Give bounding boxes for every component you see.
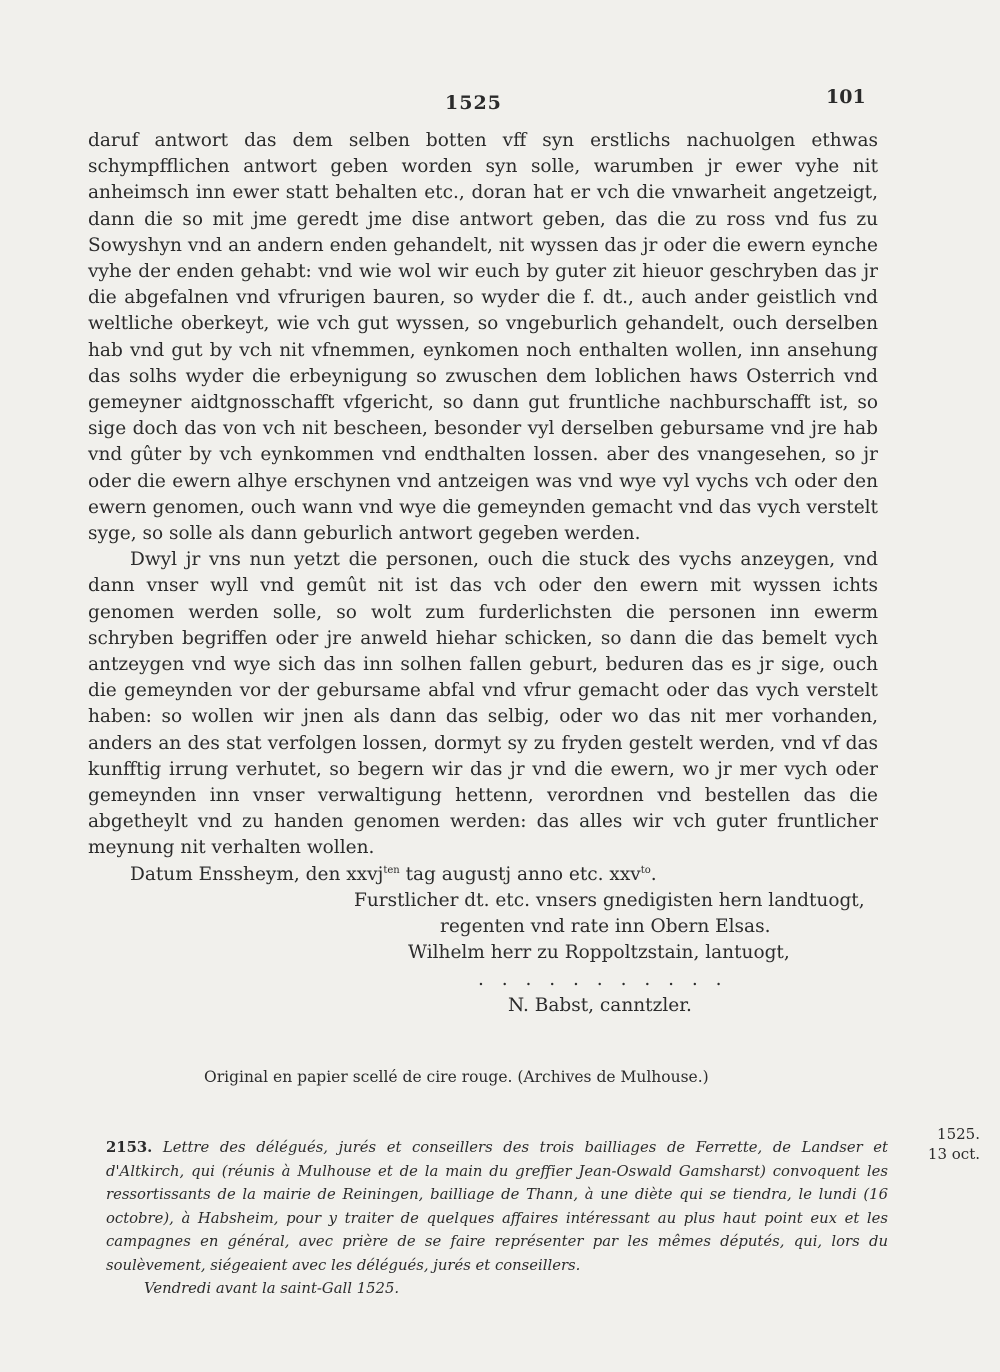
- page-number: 101: [826, 86, 866, 108]
- margin-year: 1525.: [937, 1125, 980, 1143]
- signature-line-2: regenten vnd rate inn Obern Elsas.: [440, 916, 771, 938]
- entry-summary: [106, 1136, 888, 1277]
- entry-number: 2153.: [106, 1139, 153, 1156]
- dating-text: Datum Enssheym, den xxvj: [130, 863, 384, 885]
- entry-text: Lettre des délégués, jurés et conseillers des trois bailliages de Ferrette, de Landser et d'Altkirch, qui (réunis à Mulhouse et de la main du greffier Jean-Oswald Gamsharst) convoquent les ressortissants de la mairie de Reiningen, bailliage de Thann, à une diète qui se tiendra, le lundi (16 octobre), à Habsheim, pour y traiter de quelques affaires intéressant au plus haut point eux et les campagnes en général, avec prière de se faire représenter par les mêmes députés, qui, lors du soulèvement, siégeaient avec les délégués, jurés et conseillers.: [106, 1139, 888, 1274]
- margin-date: 13 oct.: [927, 1145, 980, 1163]
- dating-superscript-1: ten: [383, 864, 400, 876]
- entry-date-line: Vendredi avant la saint-Gall 1525.: [144, 1280, 400, 1297]
- signature-line-3: Wilhelm herr zu Roppoltzstain, lantuogt,: [408, 942, 790, 964]
- signature-dots: . . . . . . . . . . .: [478, 968, 728, 990]
- margin-note: [910, 1124, 980, 1164]
- signature-line-1: Furstlicher dt. etc. vnsers gnedigisten hern landtuogt,: [354, 889, 865, 911]
- letter-body: [88, 128, 878, 1019]
- dating-middle: tag augustj anno etc. xxv: [399, 863, 641, 885]
- paragraph-1: daruf antwort das dem selben botten vff syn erstlichs nachuolgen ethwas schympfflichen antwort geben worden syn solle, warumben jr ewer vyhe nit anheimsch inn ewer statt behalten etc., doran hat er vch die vnwarheit angetzeigt, dann die so mit jme geredt jme dise antwort geben, das die zu ross vnd fus zu Sowyshyn vnd an andern enden gehandelt, nit wyssen das jr oder die ewern eynche vyhe der enden gehabt: vnd wie wol wir euch by guter zit hieuor geschryben das jr die abgefalnen vnd vfrurigen bauren, so wyder die f. dt., auch ander geistlich vnd weltliche oberkeyt, wie vch gut wyssen, so vngeburlich gehandelt, ouch derselben hab vnd gut by vch nit vfnemmen, eynkomen noch enthalten wollen, inn ansehung das solhs wyder die erbeynigung so zwuschen dem loblichen haws Osterrich vnd gemeyner aidtgnosschafft vfgericht, so dann gut fruntliche nachburschafft ist, so sige doch das von vch nit bescheen, besonder vyl derselben gebursame vnd jre hab vnd gûter by vch eynkommen vnd endthalten lossen. aber des vnangesehen, so jr oder die ewern alhye erschynen vnd antzeigen was vnd wye vyl vychs vch oder den ewern genomen, ouch wann vnd wye die gemeynden gemacht vnd das vych verstelt syge, so solle als dann geburlich antwort gegeben werden.: [88, 130, 878, 545]
- dating-superscript-2: to: [640, 864, 651, 876]
- dating-line: [88, 862, 878, 888]
- running-head: 1525: [445, 92, 502, 114]
- dating-end: .: [650, 863, 657, 885]
- signature-line-4: N. Babst, canntzler.: [508, 994, 692, 1016]
- paragraph-2: Dwyl jr vns nun yetzt die personen, ouch die stuck des vychs anzeygen, vnd dann vnser wyll vnd gemût nit ist das vch oder den ewern mit wyssen ichts genomen werden solle, so wolt zum furderlichsten die personen inn ewerm schryben begriffen oder jre anweld hiehar schicken, so dann die das bemelt vych antzeygen vnd wye sich das inn solhen fallen geburt, beduren das es jr sige, ouch die gemeynden vor der gebursame abfal vnd vfrur gemacht oder das vych verstelt haben: so wollen wir jnen als dann das selbig, oder wo das nit mer vorhanden, anders an des stat verfolgen lossen, dormyt sy zu fryden gestelt werden, vnd vf das kunfftig irrung verhutet, so begern wir das jr vnd die ewern, wo jr mer vych oder gemeynden inn vnser verwaltigung hettenn, verordnen vnd bestellen das die abgetheylt vnd zu handen genomen werden: das alles wir vch guter fruntlicher meynung nit verhalten wollen.: [88, 549, 878, 859]
- source-note: Original en papier scellé de cire rouge. (Archives de Mulhouse.): [204, 1068, 709, 1086]
- calendar-entry: [106, 1136, 888, 1301]
